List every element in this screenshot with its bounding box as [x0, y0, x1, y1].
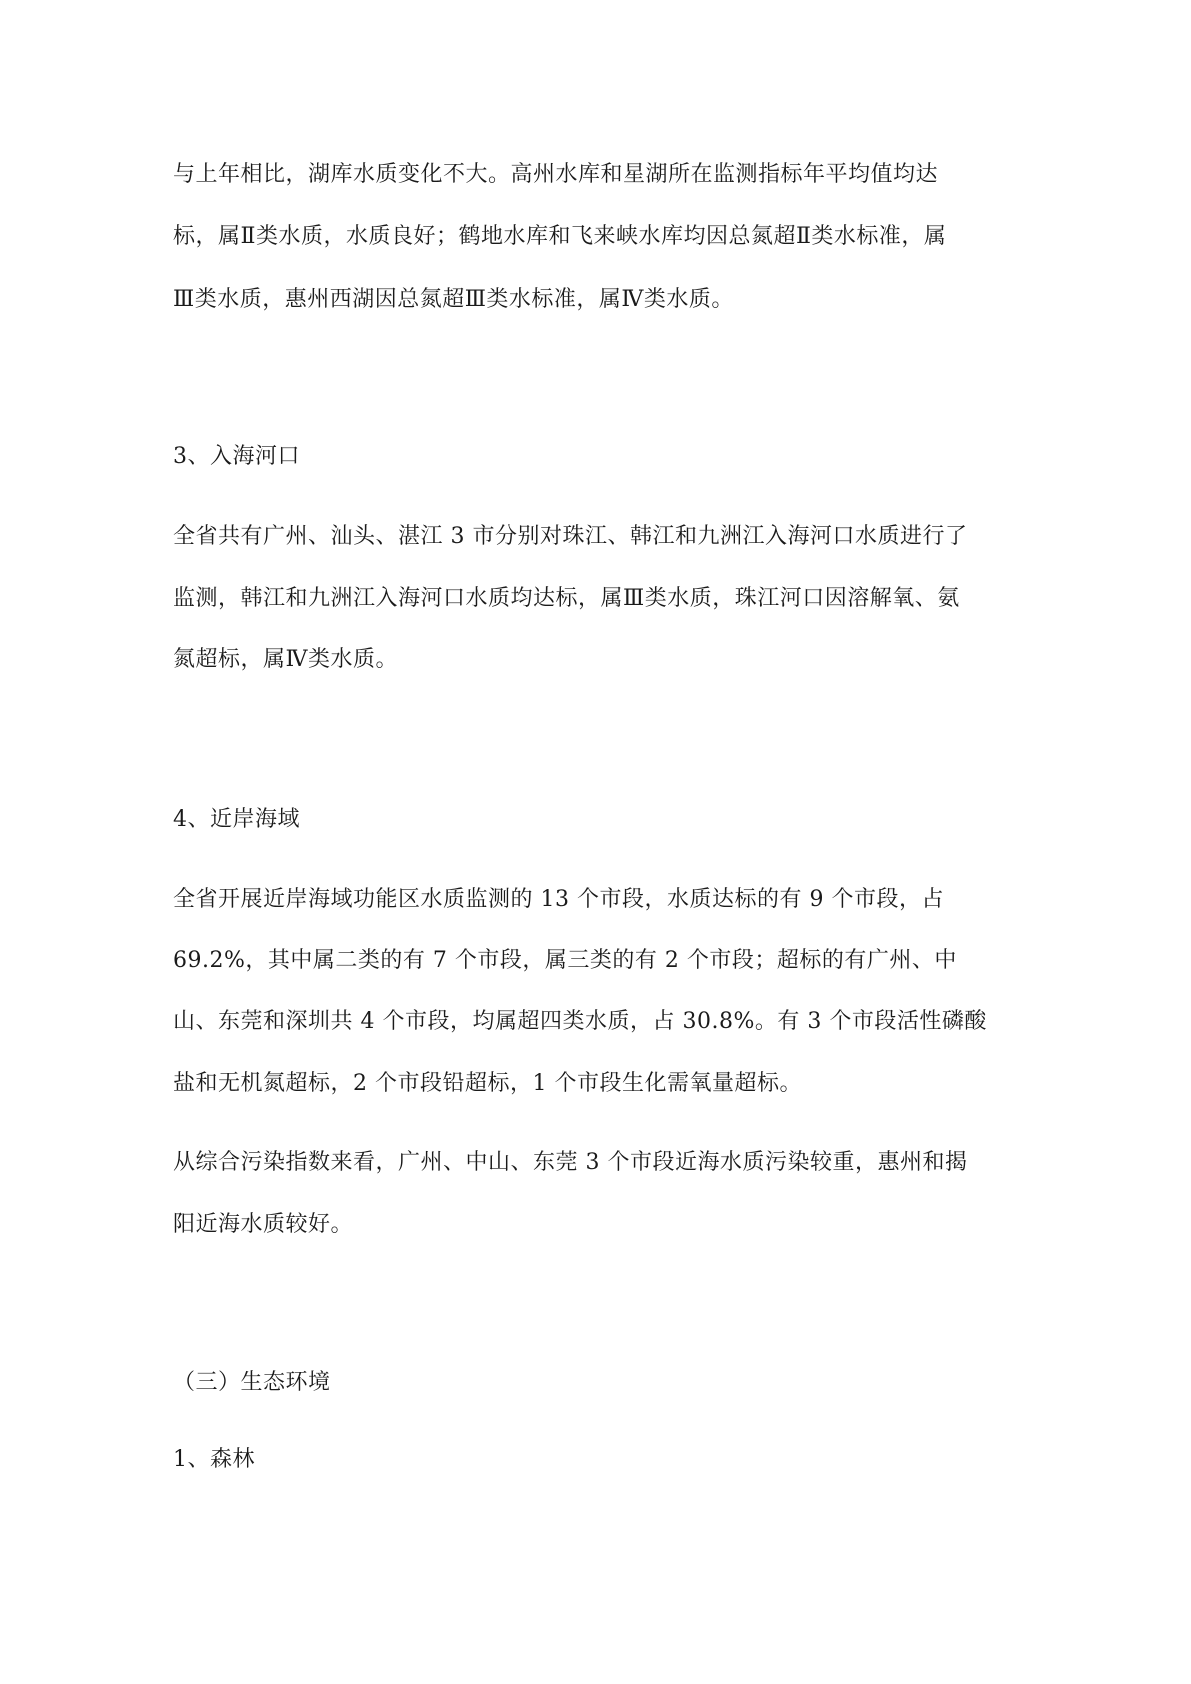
heading-estuary: 3、入海河口	[173, 444, 300, 469]
text-line: 与上年相比，湖库水质变化不大。高州水库和星湖所在监测指标年平均值均达	[173, 162, 939, 187]
text-line: 山、东莞和深圳共 4 个市段，均属超四类水质，占 30.8%。有 3 个市段活性磷酸	[173, 1009, 987, 1034]
text-line: 监测，韩江和九洲江入海河口水质均达标，属Ⅲ类水质，珠江河口因溶解氧、氨	[173, 586, 960, 611]
heading-forest: 1、森林	[173, 1447, 255, 1472]
text-line: 盐和无机氮超标，2 个市段铅超标，1 个市段生化需氧量超标。	[173, 1071, 802, 1096]
text-line: 全省共有广州、汕头、湛江 3 市分别对珠江、韩江和九洲江入海河口水质进行了	[173, 524, 968, 549]
text-line: 从综合污染指数来看，广州、中山、东莞 3 个市段近海水质污染较重，惠州和揭	[173, 1150, 968, 1175]
heading-coastal-waters: 4、近岸海域	[173, 807, 300, 832]
text-line: 标，属Ⅱ类水质，水质良好；鹤地水库和飞来峡水库均因总氮超Ⅱ类水标准，属	[173, 224, 947, 249]
text-line: 阳近海水质较好。	[173, 1212, 354, 1237]
text-line: 69.2%，其中属二类的有 7 个市段，属三类的有 2 个市段；超标的有广州、中	[173, 948, 957, 973]
heading-ecological-environment: （三）生态环境	[173, 1370, 331, 1395]
text-line: 氮超标，属Ⅳ类水质。	[173, 647, 398, 672]
text-line: Ⅲ类水质，惠州西湖因总氮超Ⅲ类水标准，属Ⅳ类水质。	[173, 287, 734, 312]
text-line: 全省开展近岸海域功能区水质监测的 13 个市段，水质达标的有 9 个市段，占	[173, 887, 944, 912]
